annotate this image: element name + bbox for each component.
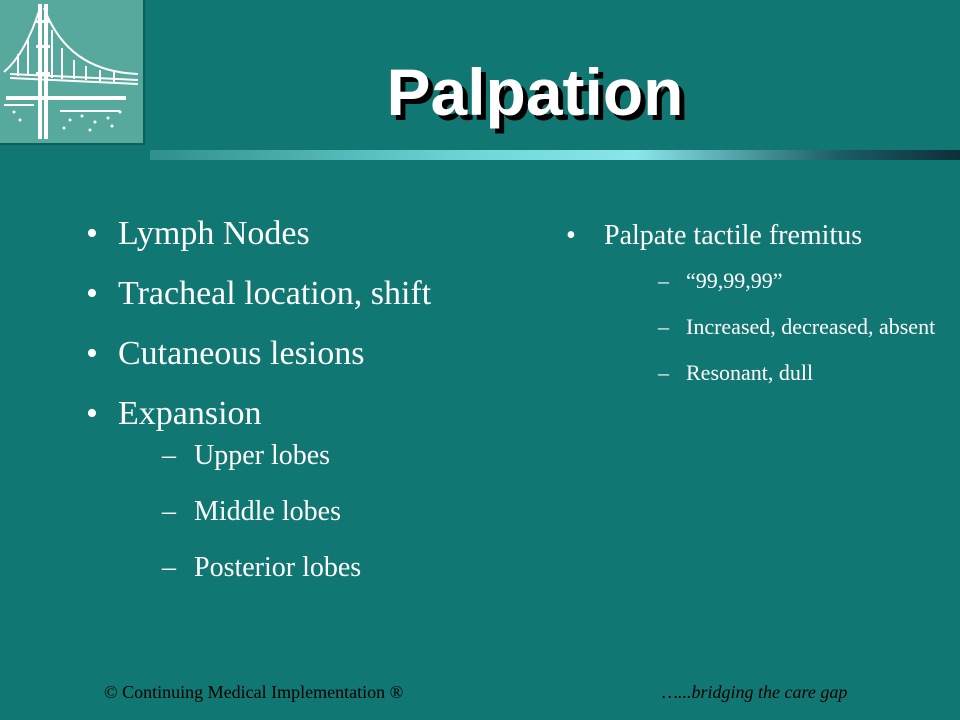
sub-list-item-label: Increased, decreased, absent bbox=[686, 314, 936, 339]
footer-copyright: © Continuing Medical Implementation ® bbox=[104, 682, 404, 702]
sub-list bbox=[162, 438, 546, 586]
list-item-label: Expansion bbox=[118, 395, 262, 432]
dash-icon: – bbox=[658, 314, 669, 339]
bullet-icon: • bbox=[566, 220, 576, 251]
left-column bbox=[86, 214, 546, 606]
sub-list-item bbox=[162, 438, 546, 474]
dash-icon: – bbox=[162, 440, 176, 471]
sub-list-item-label: Upper lobes bbox=[194, 440, 331, 471]
dash-icon: – bbox=[162, 496, 176, 527]
list-item bbox=[86, 334, 546, 374]
bullet-icon: • bbox=[86, 335, 98, 372]
title-divider bbox=[150, 150, 960, 160]
list-item bbox=[86, 214, 546, 254]
list-item-label: Tracheal location, shift bbox=[118, 275, 432, 312]
sub-list-item bbox=[162, 550, 546, 586]
slide-title: Palpation bbox=[386, 55, 684, 129]
dash-icon: – bbox=[658, 360, 669, 385]
bullet-icon: • bbox=[86, 395, 98, 432]
list-item-label: Cutaneous lesions bbox=[118, 335, 365, 372]
left-bullet-list bbox=[86, 214, 546, 586]
sub-list-item-label: Middle lobes bbox=[194, 496, 341, 527]
sub-list bbox=[658, 266, 960, 388]
bullet-icon: • bbox=[86, 275, 98, 312]
list-item bbox=[86, 394, 546, 586]
list-item-label: Lymph Nodes bbox=[118, 215, 310, 252]
sub-list-item-label: Posterior lobes bbox=[194, 552, 362, 583]
sub-list-item-label: “99,99,99” bbox=[686, 268, 783, 293]
right-column bbox=[566, 216, 960, 404]
bullet-icon: • bbox=[86, 215, 98, 252]
footer-tagline: …...bridging the care gap bbox=[662, 682, 848, 702]
right-bullet-list bbox=[566, 216, 960, 388]
sub-list-item bbox=[658, 312, 960, 342]
sub-list-item bbox=[658, 358, 960, 388]
list-item-label: Palpate tactile fremitus bbox=[604, 220, 863, 251]
list-item bbox=[566, 216, 960, 388]
sub-list-item-label: Resonant, dull bbox=[686, 360, 814, 385]
dash-icon: – bbox=[658, 268, 669, 293]
sub-list-item bbox=[162, 494, 546, 530]
sub-list-item bbox=[658, 266, 960, 296]
dash-icon: – bbox=[162, 552, 176, 583]
list-item bbox=[86, 274, 546, 314]
